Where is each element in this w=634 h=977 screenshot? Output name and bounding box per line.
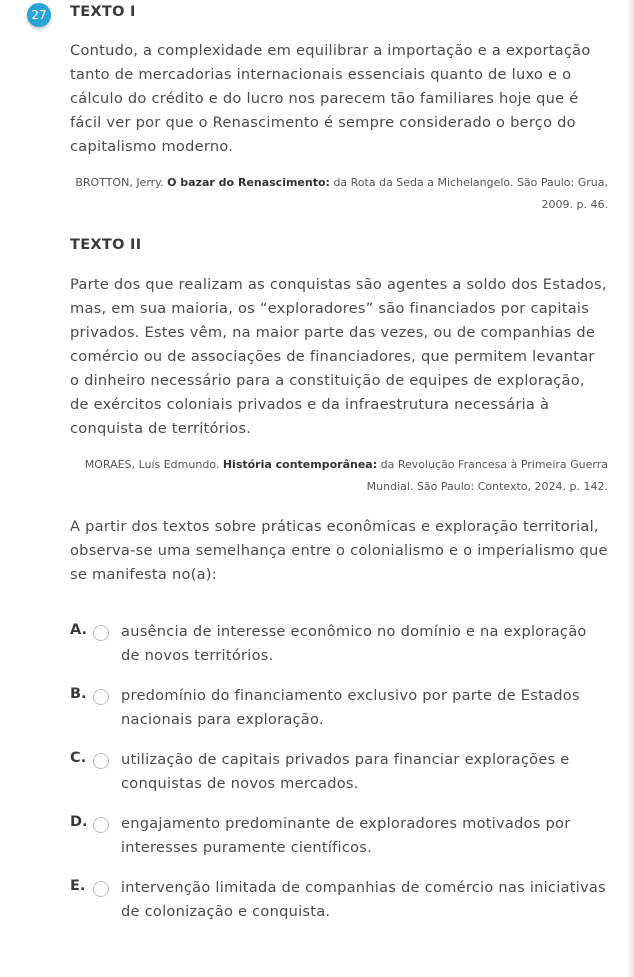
text1-citation: [70, 172, 608, 216]
text2-body: Parte dos que realizam as conquistas são agentes a soldo dos Estados, mas, em sua maioria, os “exploradores” são financiados por capitais privados. Estes vêm, na maior parte das vezes, ou de companhias de comércio ou de associações de financiadores, que permitem levantar o dinheiro necessário para a constituição de equipes de exploração, de exércitos coloniais privados e da infraestrutura necessária à conquista de territórios.: [70, 276, 607, 437]
question-prompt: A partir dos textos sobre práticas econômicas e exploração territorial, observa-se uma semelhança entre o colonialismo e o imperialismo que se manifesta no(a):: [70, 518, 608, 583]
radio-button[interactable]: [93, 689, 109, 705]
option-c[interactable]: [70, 748, 610, 812]
text2-citation-title: História contemporânea:: [222, 458, 378, 471]
option-d[interactable]: [70, 812, 610, 876]
option-letter: E.: [70, 878, 86, 894]
page-edge-shadow: [626, 0, 634, 977]
option-text[interactable]: predomínio do financiamento exclusivo por parte de Estados nacionais para exploração.: [121, 687, 580, 728]
radio-button[interactable]: [93, 881, 109, 897]
option-text[interactable]: intervenção limitada de companhias de comércio nas iniciativas de colonização e conquista.: [121, 879, 606, 920]
text1-heading: TEXTO I: [70, 4, 136, 20]
text2-citation-author: MORAES, Luís Edmundo.: [84, 458, 220, 471]
option-text[interactable]: utilização de capitais privados para financiar explorações e conquistas de novos mercados.: [121, 751, 570, 792]
text1-citation-title: O bazar do Renascimento:: [167, 176, 330, 189]
option-b[interactable]: [70, 684, 610, 748]
option-text[interactable]: engajamento predominante de exploradores motivados por interesses puramente científicos.: [121, 815, 571, 856]
text1-citation-rest: da Rota da Seda a Michelangelo. São Paulo: Grua, 2009. p. 46.: [333, 176, 608, 211]
option-letter: B.: [70, 686, 87, 702]
radio-button[interactable]: [93, 625, 109, 641]
option-letter: A.: [70, 622, 87, 638]
option-letter: C.: [70, 750, 87, 766]
answer-options: [70, 620, 610, 940]
text2-citation: [70, 454, 608, 498]
text2-citation-rest: da Revolução Francesa à Primeira Guerra Mundial. São Paulo: Contexto, 2024. p. 142.: [366, 458, 608, 493]
option-a[interactable]: [70, 620, 610, 684]
question-number-badge: 27: [27, 3, 51, 27]
text2-heading: TEXTO II: [70, 237, 142, 253]
option-e[interactable]: [70, 876, 610, 940]
question-content: [70, 0, 608, 587]
option-text[interactable]: ausência de interesse econômico no domínio e na exploração de novos territórios.: [121, 623, 587, 664]
text1-body: Contudo, a complexidade em equilibrar a importação e a exportação tanto de mercadorias internacionais essenciais quanto de luxo e o cálculo do crédito e do lucro nos parecem tão familiares hoje que é fácil ver por que o Renascimento é sempre considerado o berço do capitalismo moderno.: [70, 42, 591, 155]
option-letter: D.: [70, 814, 88, 830]
text1-citation-author: BROTTON, Jerry.: [75, 176, 164, 189]
radio-button[interactable]: [93, 753, 109, 769]
radio-button[interactable]: [93, 817, 109, 833]
